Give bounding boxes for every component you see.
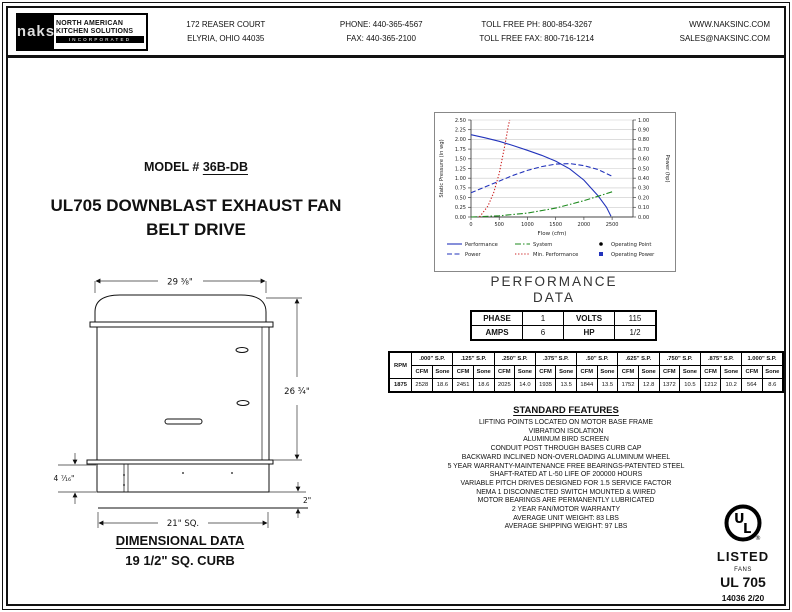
sp-header: 1.000" S.P.: [742, 352, 784, 366]
electrical-label: VOLTS: [564, 311, 615, 326]
unit-header: CFM: [577, 366, 598, 379]
header-phone: [304, 18, 460, 46]
unit-header: CFM: [412, 366, 433, 379]
feature-item: BACKWARD INCLINED NON-OVERLOADING ALUMINUM WHEEL: [461, 453, 671, 461]
unit-header: CFM: [700, 366, 721, 379]
cfm-value: 1752: [618, 379, 639, 393]
sone-value: 13.5: [556, 379, 577, 393]
model-label: MODEL #: [144, 160, 200, 174]
model-number: [0, 160, 392, 174]
svg-text:0.50: 0.50: [638, 166, 650, 173]
logo-line1: NORTH AMERICAN: [56, 20, 124, 27]
standard-features: [400, 405, 732, 532]
sp-header: .750" S.P.: [659, 352, 700, 366]
sp-header: .875" S.P.: [700, 352, 741, 366]
unit-header: Sone: [597, 366, 618, 379]
feature-item: ALUMINUM BIRD SCREEN: [523, 436, 609, 444]
ul-standard-text: UL 705: [720, 574, 766, 590]
performance-chart: [434, 112, 676, 272]
svg-text:0.40: 0.40: [638, 176, 650, 182]
unit-header: Sone: [762, 366, 783, 379]
svg-text:1.25: 1.25: [454, 166, 466, 173]
unit-header: CFM: [453, 366, 474, 379]
electrical-label: PHASE: [471, 311, 523, 326]
electrical-value: 1: [523, 311, 564, 326]
sp-header: .375" S.P.: [535, 352, 576, 366]
svg-text:L: L: [743, 522, 752, 537]
cfm-value: 1212: [700, 379, 721, 393]
sone-value: 14.0: [515, 379, 536, 393]
sone-value: 18.6: [432, 379, 453, 393]
fan-dimension-drawing: [40, 272, 340, 534]
logo-abbr: naks: [18, 15, 54, 49]
svg-text:0.60: 0.60: [638, 156, 650, 163]
dim-base-label: 21" SQ.: [166, 519, 200, 529]
website-line: WWW.NAKSINC.COM: [689, 19, 770, 29]
cfm-value: 2451: [453, 379, 474, 393]
cfm-value: 2025: [494, 379, 515, 393]
unit-header: CFM: [535, 366, 556, 379]
sp-header: .50" S.P.: [577, 352, 618, 366]
address-line1: 172 REASER COURT: [186, 19, 266, 29]
svg-text:0.00: 0.00: [638, 214, 650, 221]
feature-item: 5 YEAR WARRANTY-MAINTENANCE FREE BEARINGS-PATENTED STEEL: [447, 462, 685, 470]
company-logo: [16, 13, 148, 51]
letterhead: [8, 8, 784, 58]
tollfree-fax-line: TOLL FREE FAX: 800-716-1214: [479, 33, 595, 43]
dim-curb-height-label: 4 ⁷⁄₁₆": [53, 474, 75, 483]
tollfree-phone-line: TOLL FREE PH: 800-854-3267: [481, 19, 593, 29]
fan-curve-chart: [435, 113, 673, 269]
svg-text:0.75: 0.75: [454, 185, 466, 192]
fan-outline: [87, 295, 308, 508]
electrical-data-table: [470, 310, 657, 341]
svg-text:U: U: [734, 512, 745, 527]
svg-text:Power: Power: [465, 252, 481, 258]
svg-text:500: 500: [494, 222, 504, 228]
svg-text:®: ®: [755, 535, 761, 542]
unit-header: CFM: [618, 366, 639, 379]
cfm-value: 564: [742, 379, 763, 393]
unit-header: Sone: [721, 366, 742, 379]
svg-text:1.50: 1.50: [454, 156, 466, 163]
svg-text:Performance: Performance: [465, 242, 498, 248]
svg-text:0.50: 0.50: [454, 195, 466, 202]
unit-header: CFM: [659, 366, 680, 379]
rpm-performance-table: [388, 351, 784, 393]
model-value: 36B-DB: [202, 160, 248, 174]
svg-text:0.00: 0.00: [454, 214, 466, 221]
sp-header: .125" S.P.: [453, 352, 494, 366]
logo-name: [54, 15, 146, 49]
svg-text:0.20: 0.20: [638, 195, 650, 202]
feature-item: CONDUIT POST THROUGH BASES CURB CAP: [490, 445, 642, 453]
unit-header: CFM: [742, 366, 763, 379]
feature-item: LIFTING POINTS LOCATED ON MOTOR BASE FRAME: [479, 419, 653, 426]
unit-header: Sone: [556, 366, 577, 379]
cfm-value: 1844: [577, 379, 598, 393]
electrical-label: AMPS: [471, 326, 523, 341]
unit-header: CFM: [494, 366, 515, 379]
ul-category-text: FANS: [734, 567, 752, 573]
cfm-value: 2528: [412, 379, 433, 393]
svg-text:Flow (cfm): Flow (cfm): [537, 231, 567, 237]
sone-value: 10.5: [680, 379, 701, 393]
dim-height-label: 26 ¾": [284, 387, 310, 397]
sone-value: 10.2: [721, 379, 742, 393]
feature-item: VIBRATION ISOLATION: [528, 427, 604, 435]
feature-item: AVERAGE SHIPPING WEIGHT: 97 LBS: [504, 523, 628, 531]
header-address: [148, 18, 304, 46]
feature-item: VARIABLE PITCH DRIVES DESIGNED FOR 1.5 SERVICE FACTOR: [460, 479, 672, 487]
electrical-value: 115: [615, 311, 657, 326]
address-line2: ELYRIA, OHIO 44035: [187, 33, 265, 43]
feature-item: MOTOR BEARINGS ARE PERMANENTLY LUBRICATED: [477, 497, 655, 505]
svg-text:0.70: 0.70: [638, 146, 650, 153]
page-title: [0, 194, 392, 242]
electrical-value: 6: [523, 326, 564, 341]
rivet-dots: [123, 472, 233, 486]
page-title-line1: UL705 DOWNBLAST EXHAUST FAN: [50, 196, 342, 215]
rpm-data-row: [389, 379, 783, 393]
svg-text:System: System: [533, 242, 553, 248]
performance-heading-line1: PERFORMANCE: [490, 274, 618, 289]
svg-text:2.25: 2.25: [454, 127, 466, 134]
svg-text:1.00: 1.00: [638, 117, 650, 124]
dimensional-data-caption: [30, 531, 330, 571]
svg-text:2.00: 2.00: [454, 137, 466, 144]
feature-item: 2 YEAR FAN/MOTOR WARRANTY: [511, 506, 621, 514]
ul-file-number: 14036 2/20: [721, 593, 765, 603]
svg-text:1500: 1500: [549, 222, 563, 228]
phone-line: PHONE: 440-365-4567: [339, 19, 423, 29]
dim-width-label: 29 ⅜": [167, 277, 193, 288]
svg-text:0.80: 0.80: [638, 137, 650, 144]
performance-data-heading: [434, 274, 674, 306]
svg-text:0.10: 0.10: [638, 205, 650, 212]
header-web: [615, 18, 785, 46]
email-line: SALES@NAKSINC.COM: [679, 33, 770, 43]
svg-text:2.50: 2.50: [454, 117, 466, 124]
svg-text:Static Pressure (in wg): Static Pressure (in wg): [439, 139, 445, 198]
sp-header: .000" S.P.: [412, 352, 453, 366]
logo-line3: INCORPORATED: [56, 36, 144, 43]
svg-text:2500: 2500: [605, 222, 619, 228]
svg-text:Operating Point: Operating Point: [611, 242, 652, 248]
svg-text:0.30: 0.30: [638, 185, 650, 192]
ul-listed-text: LISTED: [716, 549, 770, 564]
feature-item: AVERAGE UNIT WEIGHT: 83 LBS: [513, 514, 619, 522]
electrical-value: 1/2: [615, 326, 657, 341]
standard-features-list: [400, 419, 732, 532]
electrical-row: [471, 326, 656, 341]
feature-item: SHAFT-RATED AT L-50 LIFE OF 200000 HOURS: [489, 471, 643, 479]
cfm-value: 1372: [659, 379, 680, 393]
logo-line2: KITCHEN SOLUTIONS: [56, 28, 134, 35]
header-tollfree: [459, 18, 615, 46]
sone-value: 18.6: [473, 379, 494, 393]
svg-text:0.25: 0.25: [454, 205, 466, 212]
rpm-corner-header: RPM: [389, 352, 412, 379]
rpm-header-row-sp: [389, 352, 783, 366]
ul-logo-icon: [723, 503, 763, 543]
rpm-value: 1875: [389, 379, 412, 393]
svg-text:Min. Performance: Min. Performance: [533, 252, 579, 258]
sone-value: 13.5: [597, 379, 618, 393]
unit-header: Sone: [638, 366, 659, 379]
svg-text:0: 0: [469, 222, 473, 228]
svg-text:1.00: 1.00: [454, 176, 466, 182]
dimension-labels: [54, 278, 312, 530]
rpm-header-row-units: [389, 366, 783, 379]
unit-header: Sone: [680, 366, 701, 379]
dim-roof-label: 2": [303, 496, 312, 505]
cfm-value: 1935: [535, 379, 556, 393]
dimensional-data-title: DIMENSIONAL DATA: [115, 533, 245, 548]
sone-value: 8.6: [762, 379, 783, 393]
electrical-label: HP: [564, 326, 615, 341]
feature-item: NEMA 1 DISCONNECTED SWITCH MOUNTED & WIRED: [476, 488, 656, 496]
unit-header: Sone: [515, 366, 536, 379]
fax-line: FAX: 440-365-2100: [346, 33, 416, 43]
svg-text:0.90: 0.90: [638, 127, 650, 134]
sp-header: .250" S.P.: [494, 352, 535, 366]
svg-text:2000: 2000: [577, 222, 591, 228]
performance-heading-line2: DATA: [532, 290, 575, 305]
sp-header: .625" S.P.: [618, 352, 659, 366]
standard-features-heading: STANDARD FEATURES: [513, 405, 619, 416]
unit-header: Sone: [432, 366, 453, 379]
unit-header: Sone: [473, 366, 494, 379]
curb-size-note: 19 1/2" SQ. CURB: [125, 553, 235, 568]
svg-text:Power (hp): Power (hp): [664, 154, 670, 183]
svg-text:Operating Power: Operating Power: [611, 252, 655, 258]
svg-text:1.75: 1.75: [454, 146, 466, 153]
electrical-row: [471, 311, 656, 326]
sone-value: 12.8: [638, 379, 659, 393]
svg-text:1000: 1000: [521, 222, 534, 228]
page-title-line2: BELT DRIVE: [146, 220, 246, 239]
ul-listing-mark: [700, 503, 786, 603]
